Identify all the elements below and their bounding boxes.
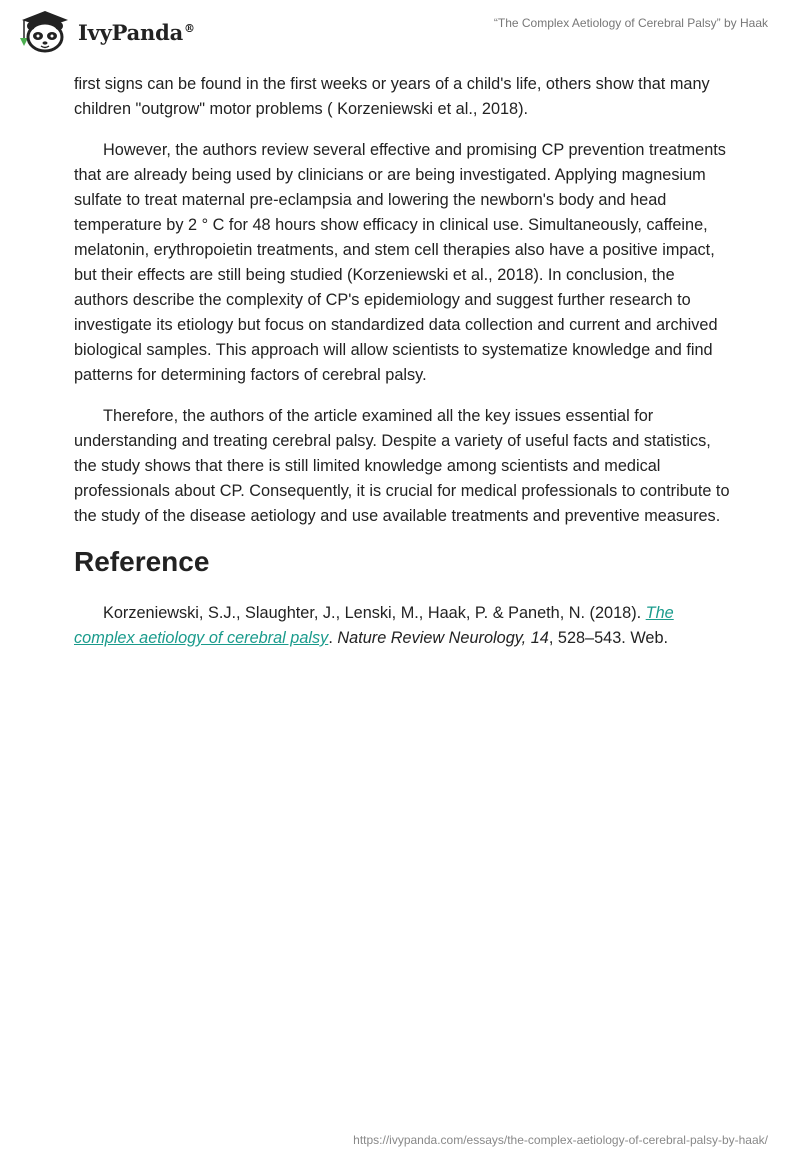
panda-logo-icon: [14, 8, 76, 54]
page-header: [0, 0, 800, 60]
body-paragraph: However, the authors review several effective and promising CP prevention treatments that are already being used by clinicians or are being investigated. Applying magnesium sulfate to treat maternal pre-eclampsia and lowering the newborn's body and head temperature by 2 ° C for 48 hours show efficacy in clinical use. Simultaneously, caffeine, melatonin, erythropoietin treatments, and stem cell therapies also have a positive impact, but their effects are still being studied (Korzeniewski et al., 2018). In conclusion, the authors describe the complexity of CP's epidemiology and suggest further research to investigate its etiology but focus on standardized data collection and current and archived biological samples. This approach will allow scientists to systematize knowledge and find patterns for determining factors of cerebral palsy.: [74, 141, 726, 384]
reference-separator: .: [328, 629, 338, 647]
essay-content: [74, 72, 730, 667]
reference-authors: Korzeniewski, S.J., Slaughter, J., Lenski, M., Haak, P. & Paneth, N. (2018).: [103, 604, 646, 622]
footer-url: https://ivypanda.com/essays/the-complex-aetiology-of-cerebral-palsy-by-haak/: [353, 1133, 768, 1147]
reference-entry: [74, 601, 730, 651]
registered-mark: ®: [184, 21, 195, 35]
ivypanda-logo[interactable]: [14, 8, 195, 54]
body-paragraph: Therefore, the authors of the article examined all the key issues essential for understanding and treating cerebral palsy. Despite a variety of useful facts and statistics, the study shows that there is still limited knowledge among scientists and medical professionals about CP. Consequently, it is crucial for medical professionals to contribute to the study of the disease aetiology and use available treatments and preventive measures.: [74, 407, 730, 525]
reference-heading: Reference: [74, 546, 210, 577]
logo-wordmark: IvyPanda®: [78, 19, 195, 45]
reference-title-link[interactable]: The complex aetiology of cerebral palsy: [74, 604, 674, 647]
reference-pages: , 528–543. Web.: [548, 629, 669, 647]
running-title: “The Complex Aetiology of Cerebral Palsy” by Haak: [493, 16, 768, 30]
reference-journal: Nature Review Neurology, 14: [337, 629, 549, 647]
body-paragraph: first signs can be found in the first weeks or years of a child's life, others show that many children "outgrow" motor problems ( Korzeniewski et al., 2018).: [74, 75, 710, 118]
